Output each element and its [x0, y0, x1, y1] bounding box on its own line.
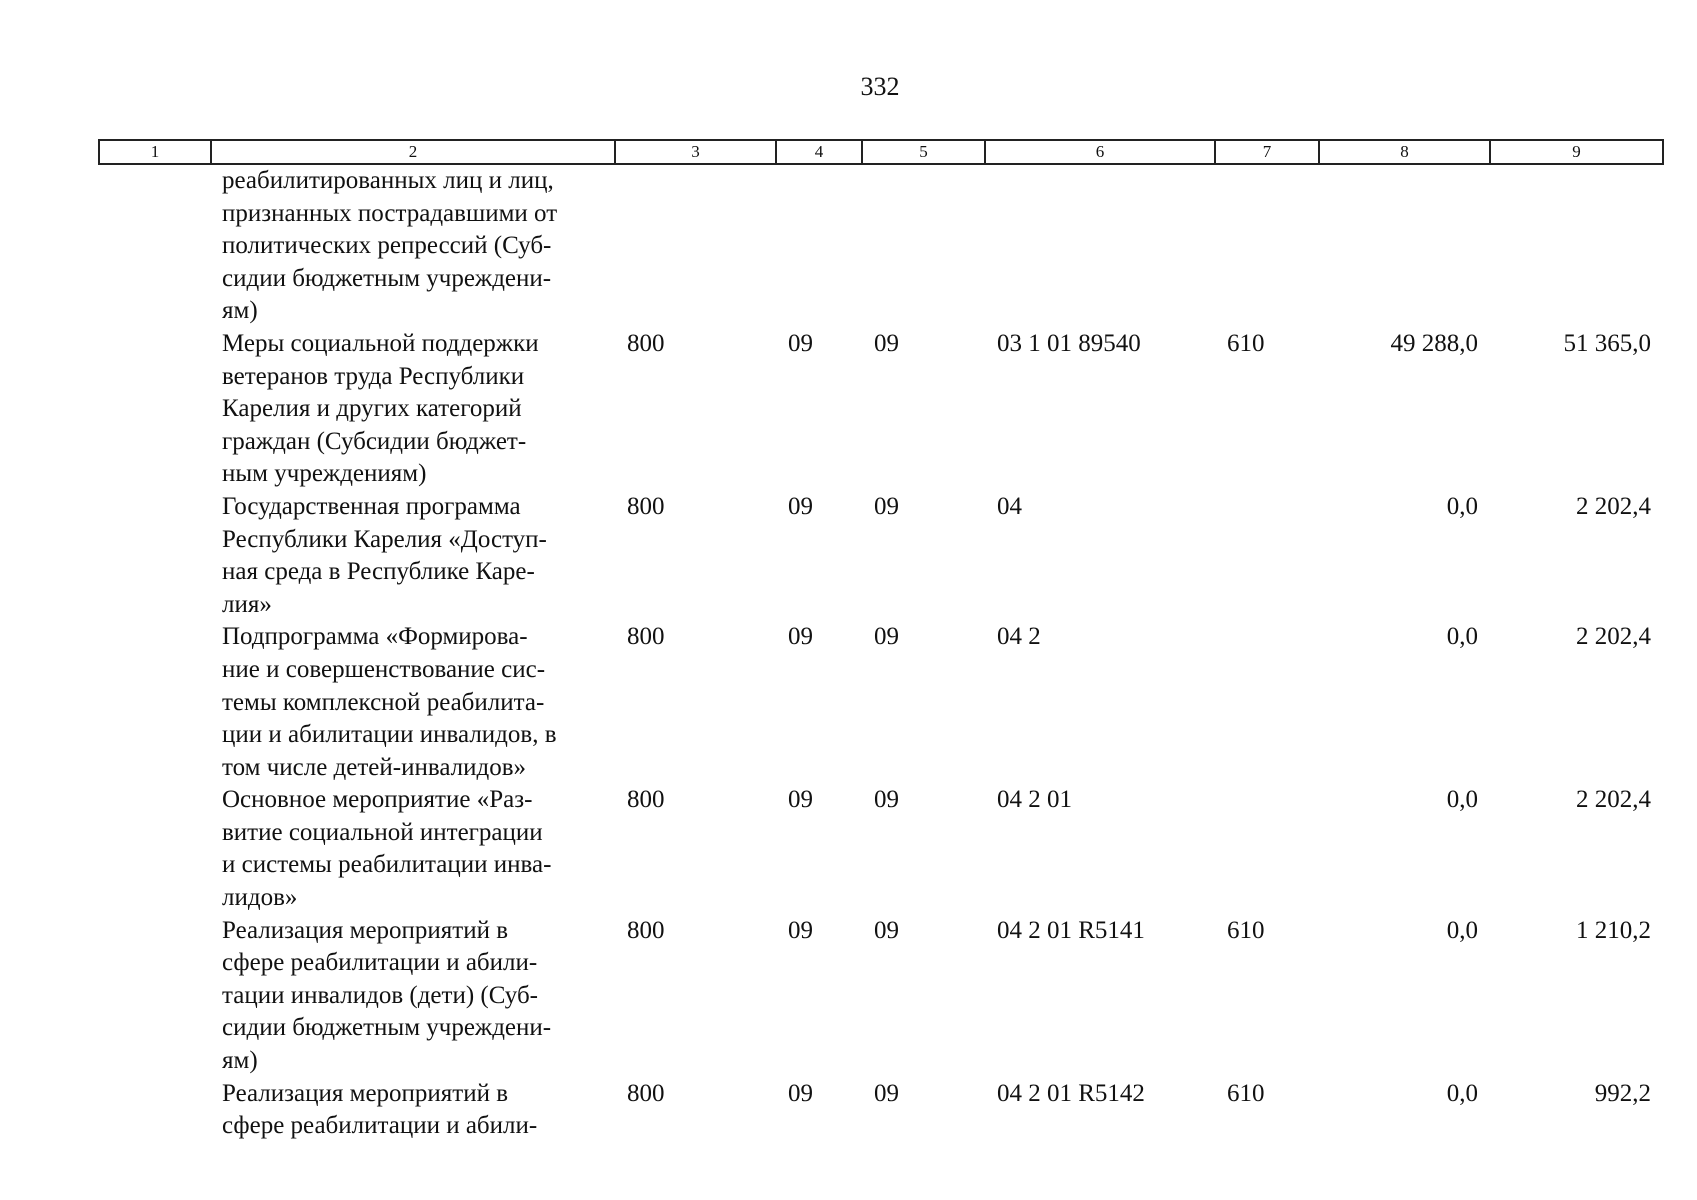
ministry-code-cell	[615, 164, 776, 328]
row-number-cell	[99, 784, 211, 914]
table-row	[99, 491, 1663, 621]
row-number-cell	[99, 1078, 211, 1143]
row-number-cell	[99, 621, 211, 784]
expense-type-cell	[1215, 164, 1319, 328]
amount-year-2-cell: 2 202,4	[1576, 786, 1651, 814]
target-article-cell: 04 2 01	[997, 786, 1072, 814]
section-code-cell: 09	[788, 623, 813, 651]
table-row	[99, 328, 1663, 491]
amount-year-2-cell: 51 365,0	[1563, 329, 1651, 357]
amount-year-1-cell: 49 288,0	[1390, 329, 1478, 357]
column-header-4: 4	[776, 140, 862, 164]
column-number-header-row	[99, 140, 1663, 164]
table-row	[99, 164, 1663, 328]
amount-year-2-cell: 992,2	[1594, 1079, 1651, 1107]
description-cell: Основное мероприятие «Раз- витие социальной интеграции и системы реабилитации инва- лидов»	[222, 786, 552, 912]
amount-year-2-cell	[1490, 164, 1663, 328]
amount-year-1-cell: 0,0	[1446, 623, 1478, 651]
amount-year-1-cell: 0,0	[1446, 492, 1478, 520]
row-number-cell	[99, 164, 211, 328]
ministry-code-cell: 800	[627, 786, 665, 814]
ministry-code-cell: 800	[627, 492, 665, 520]
row-number-cell	[99, 915, 211, 1078]
ministry-code-cell: 800	[627, 1079, 665, 1107]
table-row	[99, 784, 1663, 914]
ministry-code-cell: 800	[627, 623, 665, 651]
amount-year-2-cell: 1 210,2	[1576, 916, 1651, 944]
row-number-cell	[99, 328, 211, 491]
section-code-cell: 09	[788, 786, 813, 814]
description-cell: Меры социальной поддержки ветеранов труда Республики Карелия и других категорий граждан (Субсидии бюджет- ным учреждениям)	[222, 329, 539, 488]
table-row	[99, 621, 1663, 784]
page-number: 332	[860, 72, 900, 101]
target-article-cell	[985, 164, 1215, 328]
description-cell: Подпрограмма «Формирова- ние и совершенствование сис- темы комплексной реабилита- ции и абилитации инвалидов, в том числе детей-инвалидов»	[222, 623, 557, 781]
target-article-cell: 04 2 01 R5141	[997, 916, 1145, 944]
amount-year-1-cell: 0,0	[1446, 786, 1478, 814]
subsection-code-cell: 09	[874, 1079, 899, 1107]
column-header-1: 1	[99, 140, 211, 164]
target-article-cell: 04 2	[997, 623, 1041, 651]
column-header-6: 6	[985, 140, 1215, 164]
expense-type-cell	[1215, 491, 1319, 621]
column-header-3: 3	[615, 140, 776, 164]
column-header-9: 9	[1490, 140, 1663, 164]
target-article-cell: 03 1 01 89540	[997, 329, 1141, 357]
section-code-cell	[776, 164, 862, 328]
subsection-code-cell	[862, 164, 985, 328]
amount-year-2-cell: 2 202,4	[1576, 623, 1651, 651]
subsection-code-cell: 09	[874, 329, 899, 357]
description-cell: Государственная программа Республики Карелия «Доступ- ная среда в Республике Каре- лия»	[222, 492, 547, 618]
expense-type-cell	[1215, 621, 1319, 784]
ministry-code-cell: 800	[627, 329, 665, 357]
subsection-code-cell: 09	[874, 786, 899, 814]
section-code-cell: 09	[788, 329, 813, 357]
budget-table	[98, 139, 1664, 1143]
column-header-5: 5	[862, 140, 985, 164]
description-cell: Реализация мероприятий в сфере реабилитации и абили- тации инвалидов (дети) (Суб- сидии бюджетным учреждени- ям)	[222, 916, 552, 1075]
section-code-cell: 09	[788, 1079, 813, 1107]
ministry-code-cell: 800	[627, 916, 665, 944]
section-code-cell: 09	[788, 916, 813, 944]
row-number-cell	[99, 491, 211, 621]
subsection-code-cell: 09	[874, 492, 899, 520]
section-code-cell: 09	[788, 492, 813, 520]
table-row	[99, 1078, 1663, 1143]
expense-type-cell	[1215, 784, 1319, 914]
subsection-code-cell: 09	[874, 623, 899, 651]
table-row	[99, 915, 1663, 1078]
column-header-8: 8	[1319, 140, 1490, 164]
target-article-cell: 04	[997, 492, 1022, 520]
expense-type-cell: 610	[1227, 1079, 1265, 1107]
description-cell: реабилитированных лиц и лиц, признанных пострадавшими от политических репрессий (Суб- сидии бюджетным учреждени- ям)	[222, 167, 558, 325]
column-header-2: 2	[211, 140, 615, 164]
amount-year-2-cell: 2 202,4	[1576, 492, 1651, 520]
subsection-code-cell: 09	[874, 916, 899, 944]
description-cell: Реализация мероприятий в сфере реабилитации и абили-	[222, 1079, 538, 1140]
amount-year-1-cell	[1319, 164, 1490, 328]
amount-year-1-cell: 0,0	[1446, 1079, 1478, 1107]
target-article-cell: 04 2 01 R5142	[997, 1079, 1145, 1107]
amount-year-1-cell: 0,0	[1446, 916, 1478, 944]
expense-type-cell: 610	[1227, 329, 1265, 357]
column-header-7: 7	[1215, 140, 1319, 164]
expense-type-cell: 610	[1227, 916, 1265, 944]
